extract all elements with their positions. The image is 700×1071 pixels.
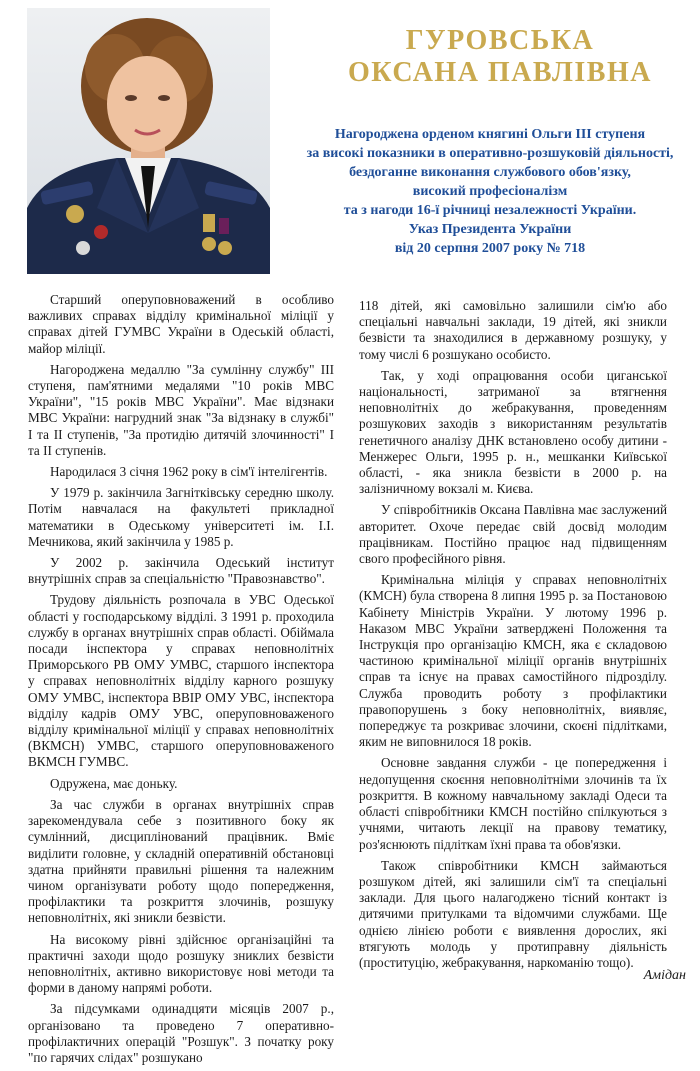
article-paragraph: За підсумками одинадцяти місяців 2007 р., організовано та проведено 7 оперативно-профілактичних операцій "Розшук". З початку року "по гарячих слідах" розшукано bbox=[28, 1001, 334, 1065]
award-line: від 20 серпня 2007 року № 718 bbox=[394, 241, 586, 256]
award-line: бездоганне виконання службового обов'язку, bbox=[349, 165, 631, 180]
article-paragraph: Так, у ході опрацювання особи циганської національності, затриманої за втягнення неповнолітніх до жебракування, проведенням розшукових заходів з використанням результатів генетичного аналізу ДНК встановлено особу дитини - Менжерес Ольги, 1995 р. н., мешканки Київської області, - яка зникла безвісти в 2000 р. на залізничному вокзалі м. Києва. bbox=[359, 367, 667, 497]
portrait-illustration bbox=[27, 8, 270, 274]
article-paragraph: Старший оперуповноважений в особливо важливих справах відділу кримінальної міліції у справах дітей ГУМВС України в Одеській області, майор міліції. bbox=[28, 292, 334, 356]
article-author: Амідан bbox=[643, 968, 686, 983]
article-column-right bbox=[359, 298, 667, 976]
article-paragraph-continued: 118 дітей, які самовільно залишили сім'ю або спеціальні навчальні заклади, 19 дітей, які зникли безвісти та знаходилися в державному розшуку, у тому числі 6 розшукано особисто. bbox=[359, 298, 667, 362]
name-line-given: ОКСАНА ПАВЛІВНА bbox=[348, 57, 652, 88]
article-paragraph: У 1979 р. закінчила Загнітківську середню школу. Потім навчалася на факультеті прикладної математики в Одеському університеті ім. І.І. Мечникова, який закінчила у 1985 р. bbox=[28, 485, 334, 549]
article-paragraph: Народилася 3 січня 1962 року в сім'ї інтелігентів. bbox=[50, 464, 328, 480]
article-column-left bbox=[28, 292, 334, 1071]
article-paragraph: Кримінальна міліція у справах неповнолітніх (КМСН) була створена 8 липня 1995 р. за Постановою Кабінету Міністрів України. У лютому 1996 р. Наказом МВС України затверджені Положення та Інструкція про організацію КМСН, яка є складовою частиною кримінальної міліції органів внутрішніх справ та існує на правах самостійного підрозділу. Служба проводить роботу з профілактики правопорушень з боку неповнолітніх, виявляє, попереджує та розкриває злочини, скоєні підлітками, яким не виповнилося 18 років. bbox=[359, 572, 667, 750]
award-statement bbox=[290, 125, 690, 258]
award-line: та з нагоди 16-ї річниці незалежності України. bbox=[343, 203, 637, 218]
article-paragraph: Основне завдання служби - це попередження і недопущення скоєння неповнолітніми злочинів та їх розкриття. В кожному навчальному закладі Одеси та області співробітники КМСН постійно спілкуються з учнями, читають лекції на правову тематику, роз'яснюють підліткам їхні права та обов'язки. bbox=[359, 755, 667, 852]
award-line: високий професіоналізм bbox=[412, 184, 568, 199]
article-paragraph: Одружена, має доньку. bbox=[50, 775, 178, 791]
article-paragraph: Нагороджена медаллю "За сумлінну службу" ІІІ ступеня, пам'ятними медалями "10 років МВС України", "15 років МВС України". Має відзнаки МВС України: нагрудний знак "За відзнаку в службі" І та ІІ ступенів, "За протидію дитячій злочинності" І та ІІ ступенів. bbox=[28, 361, 334, 458]
person-name bbox=[300, 25, 700, 89]
award-line: Указ Президента України bbox=[408, 222, 572, 237]
article-paragraph: Трудову діяльність розпочала в УВС Одеської області у господарському відділі. З 1991 р. проходила службу в органах внутрішніх справ області. Обіймала посади інспектора у справах неповнолітніх Приморського РВ ОМУ УМВС, старшого інспектора у справах неповнолітніх відділу карного розшуку ОМУ УМВС, інспектора ВВІР ОМУ УВС, інспектора відділу кадрів ОМУ УВС, оперуповноваженого відділу кримінальної міліції у справах неповнолітніх (ВКМСН) УМВС, старшого оперуповноваженого ВКМСН ГУМВС. bbox=[28, 592, 334, 770]
award-line: Нагороджена орденом княгині Ольги ІІІ ступеня bbox=[334, 127, 646, 142]
name-line-surname: ГУРОВСЬКА bbox=[405, 25, 595, 56]
article-paragraph: Також співробітники КМСН займаються розшуком дітей, які залишили сім'ї та спеціальні заклади. Для цього налагоджено тісний контакт із дитячими притулками та відомчими службами. Ще однією лінією роботи є виявлення дорослих, які втягують молодь у протиправну діяльність (проституцію, жебракування, наркоманію тощо). bbox=[359, 857, 667, 970]
article-paragraph: У співробітників Оксана Павлівна має заслужений авторитет. Охоче передає свій досвід молодим працівникам. Постійно працює над підвищенням свого професійного рівня. bbox=[359, 502, 667, 567]
award-line: за високі показники в оперативно-розшуковій діяльності, bbox=[306, 146, 674, 161]
article-paragraph: На високому рівні здійснює організаційні та практичні заходи щодо розшуку зниклих безвісти неповнолітніх, активно використовує нові методи та форми в даному напрямі роботи. bbox=[28, 931, 334, 996]
article-paragraph: У 2002 р. закінчила Одеський інститут внутрішніх справ за спеціальністю "Правознавство". bbox=[28, 555, 334, 587]
portrait-photo bbox=[27, 8, 270, 274]
article-paragraph: За час служби в органах внутрішніх справ зарекомендувала себе з позитивного боку як сумлінний, дисциплінований працівник. Вміє виділити головне, у складній оперативній обстановці здатна прийняти правильні рішення та належним чином організувати роботу щодо попередження, профілактики та розкриття злочинів, розшуку неповнолітніх, які зникли безвісти. bbox=[28, 796, 334, 926]
